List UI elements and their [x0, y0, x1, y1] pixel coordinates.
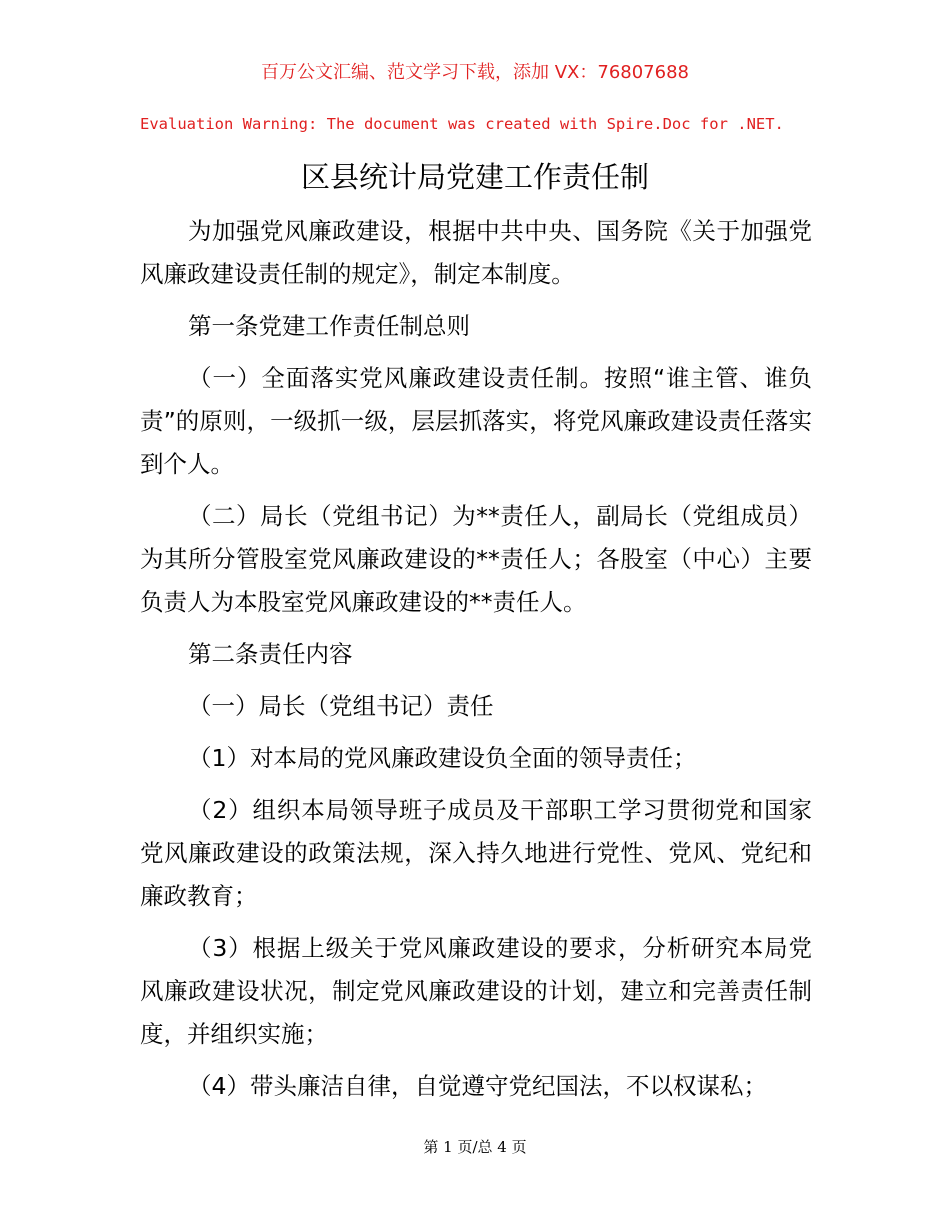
paragraph-article-1-item-1: （一）全面落实党风廉政建设责任制。按照“谁主管、谁负责”的原则，一级抓一级，层层抓落实，将党风廉政建设责任落实到个人。	[140, 364, 812, 478]
paragraph-duty-3: （3）根据上级关于党风廉政建设的要求，分析研究本局党风廉政建设状况，制定党风廉政建设的计划，建立和完善责任制度，并组织实施；	[140, 934, 812, 1048]
paragraph-duty-4: （4）带头廉洁自律，自觉遵守党纪国法，不以权谋私；	[188, 1072, 767, 1100]
paragraph-article-1-item-2: （二）局长（党组书记）为**责任人，副局长（党组成员）为其所分管股室党风廉政建设的**责任人；各股室（中心）主要负责人为本股室党风廉政建设的**责任人。	[140, 502, 812, 616]
paragraph-article-2-section-1: （一）局长（党组书记）责任	[188, 692, 494, 720]
document-title: 区县统计局党建工作责任制	[300, 160, 649, 194]
paragraph-article-1-heading: 第一条党建工作责任制总则	[188, 312, 470, 340]
paragraph-intro: 为加强党风廉政建设，根据中共中央、国务院《关于加强党风廉政建设责任制的规定》，制定本制度。	[140, 217, 812, 288]
header-banner: 百万公文汇编、范文学习下载，添加 VX：76807688	[261, 62, 689, 83]
document-body	[140, 210, 812, 1117]
page-footer: 第 1 页/总 4 页	[423, 1138, 527, 1156]
paragraph-article-2-heading: 第二条责任内容	[188, 640, 353, 668]
evaluation-warning: Evaluation Warning: The document was created with Spire.Doc for .NET.	[140, 115, 784, 133]
paragraph-duty-1: （1）对本局的党风廉政建设负全面的领导责任；	[188, 744, 697, 772]
paragraph-duty-2: （2）组织本局领导班子成员及干部职工学习贯彻党和国家党风廉政建设的政策法规，深入持久地进行党性、党风、党纪和廉政教育；	[140, 796, 812, 910]
